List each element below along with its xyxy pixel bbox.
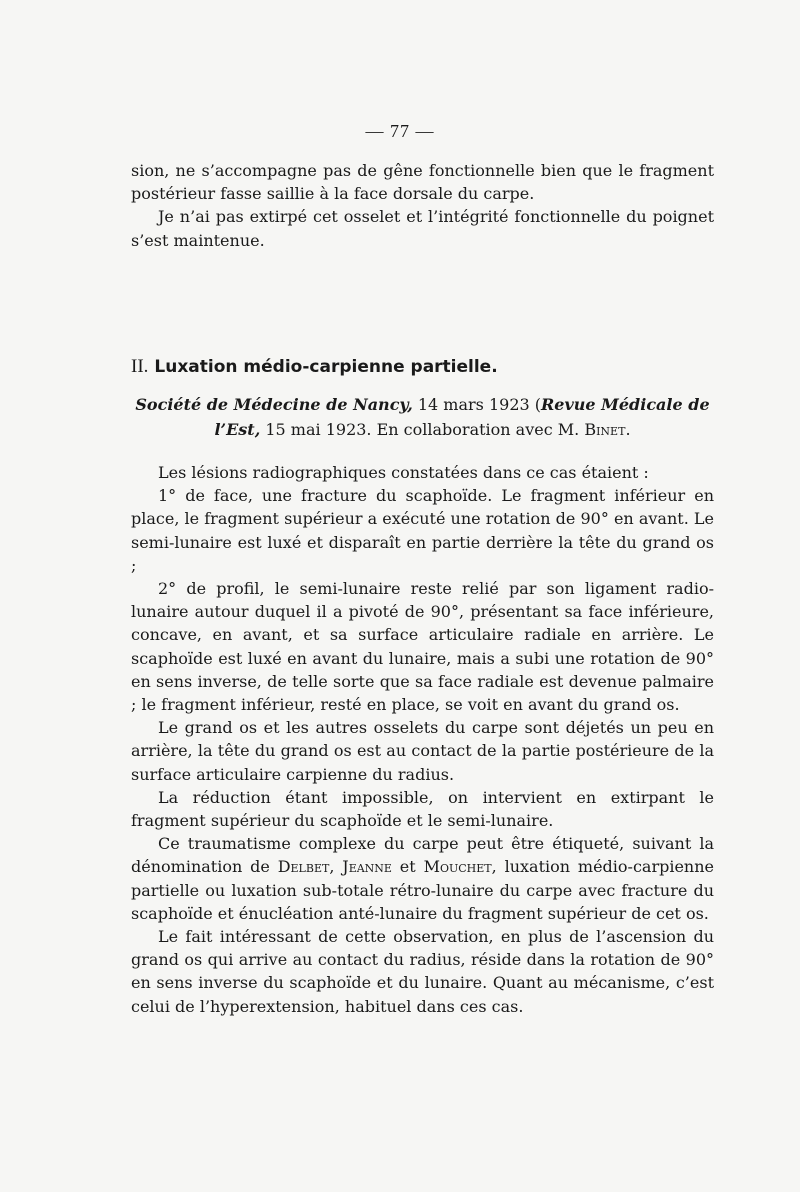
paragraph: sion, ne s’accompagne pas de gêne fonctionnelle bien que le fragment postérieur fasse saillie à la face dorsale du carpe.: [131, 161, 714, 204]
citation-line-2: l’Est, 15 mai 1923. En collaboration avec M. Binet.: [214, 420, 631, 439]
author-name: Binet: [584, 420, 626, 439]
paragraph: Ce traumatisme complexe du carpe peut être étiqueté, suivant la dénomination de Delbet, Jeanne et Mouchet, luxation médio-carpienne partielle ou luxation sub-totale rétro-lunaire du carpe avec fracture du scaphoïde et énucléation anté-lunaire du fragment supérieur de cet os.: [131, 834, 715, 923]
citation-line-1: Société de Médecine de Nancy, 14 mars 1923 (Revue Médicale de: [135, 395, 710, 414]
page-number: — 77 —: [365, 121, 435, 141]
section-number: II.: [131, 356, 149, 377]
paragraph: Les lésions radiographiques constatées dans ce cas étaient :: [158, 463, 649, 482]
author-name: Mouchet: [423, 857, 492, 877]
section-title: Luxation médio-carpienne partielle.: [154, 357, 498, 377]
paragraph: 2° de profil, le semi-lunaire reste relié par son ligament radio-lunaire autour duquel il a pivoté de 90°, présentant sa face inférieure, concave, en avant, et sa surface articulaire radiale en arrière. Le scaphoïde est luxé en avant du lunaire, mais a subi une rotation de 90° en sens inverse, de telle sorte que sa face radiale est devenue palmaire ; le fragment inférieur, resté en place, se voit en avant du grand os.: [131, 579, 714, 715]
author-name: Delbet: [277, 857, 330, 877]
paragraph: Le fait intéressant de cette observation, en plus de l’ascension du grand os qui arrive au contact du radius, réside dans la rotation de 90° en sens inverse du scaphoïde et du lunaire. Quant au mécanisme, c’est celui de l’hyperextension, habituel dans ces cas.: [131, 927, 714, 1016]
paragraph: Je n’ai pas extirpé cet osselet et l’intégrité fonctionnelle du poignet s’est maintenue.: [131, 207, 714, 250]
paragraph: Le grand os et les autres osselets du carpe sont déjetés un peu en arrière, la tête du grand os est au contact de la partie postérieure de la surface articulaire carpienne du radius.: [131, 718, 714, 784]
opening-paragraphs: [131, 159, 714, 252]
author-name: Jeanne: [342, 857, 392, 877]
paragraph: 1° de face, une fracture du scaphoïde. Le fragment inférieur en place, le fragment supérieur a exécuté une rotation de 90° en avant. Le semi-lunaire est luxé et disparaît en partie derrière la tête du grand os ;: [131, 486, 714, 575]
paragraph: La réduction étant impossible, on intervient en extirpant le fragment supérieur du scaphoïde et le semi-lunaire.: [131, 787, 714, 831]
section-heading: [131, 356, 714, 378]
citation: [131, 392, 714, 442]
body-text: [131, 461, 714, 1018]
